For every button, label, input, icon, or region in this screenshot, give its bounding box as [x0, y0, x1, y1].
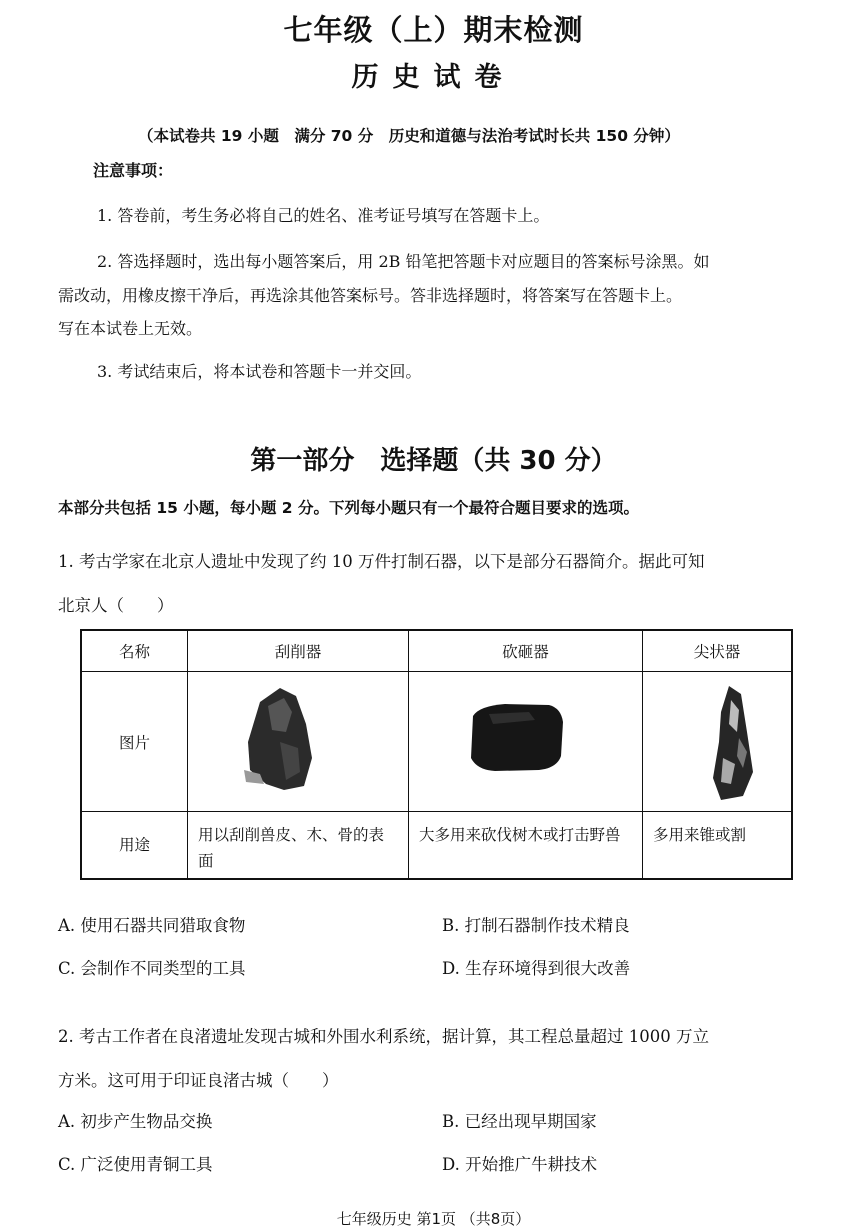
table-row	[81, 812, 792, 880]
q2-option-b[interactable]: B. 已经出现早期国家	[442, 1112, 597, 1131]
q1-option-a[interactable]: A. 使用石器共同猎取食物	[58, 916, 246, 935]
row-label-use: 用途	[81, 812, 188, 880]
scraper-stone-image	[188, 672, 408, 807]
notice-item-2-line-2: 需改动，用橡皮擦干净后，再选涂其他答案标号。答非选择题时，将答案写在答题卡上。	[58, 286, 683, 305]
section-note: 本部分共包括 15 小题，每小题 2 分。下列每小题只有一个最符合题目要求的选项。	[58, 499, 639, 517]
tool-use-point: 多用来锥或割	[643, 812, 793, 880]
stone-tools-table	[80, 629, 793, 880]
tool-name-chopper: 砍砸器	[409, 630, 643, 672]
row-label-image: 图片	[81, 672, 188, 812]
q2-option-a[interactable]: A. 初步产生物品交换	[58, 1112, 213, 1131]
notice-item-1: 1. 答卷前，考生务必将自己的姓名、准考证号填写在答题卡上。	[97, 206, 550, 225]
q1-stem-line-2: 北京人（ ）	[58, 596, 174, 615]
notice-item-3: 3. 考试结束后，将本试卷和答题卡一并交回。	[97, 362, 422, 381]
chopper-stone-image	[409, 672, 642, 807]
point-image-cell	[643, 672, 793, 812]
q2-stem-line-2: 方米。这可用于印证良渚古城（ ）	[58, 1071, 339, 1090]
row-label-name: 名称	[81, 630, 188, 672]
q1-stem-line-1: 1. 考古学家在北京人遗址中发现了约 10 万件打制石器，以下是部分石器简介。据此可知	[58, 552, 705, 571]
q2-option-d[interactable]: D. 开始推广牛耕技术	[442, 1155, 598, 1174]
q1-option-c[interactable]: C. 会制作不同类型的工具	[58, 959, 246, 978]
page-footer: 七年级历史 第1页 （共8页）	[336, 1210, 531, 1228]
tool-use-scraper: 用以刮削兽皮、木、骨的表面	[188, 812, 409, 880]
tool-name-scraper: 刮削器	[188, 630, 409, 672]
section-title: 第一部分 选择题（共 30 分）	[250, 446, 617, 476]
table-row	[81, 672, 792, 812]
scraper-image-cell	[188, 672, 409, 812]
chopper-image-cell	[409, 672, 643, 812]
notice-item-2-line-1: 2. 答选择题时，选出每小题答案后，用 2B 铅笔把答题卡对应题目的答案标号涂黑。如	[97, 252, 710, 271]
q2-option-c[interactable]: C. 广泛使用青铜工具	[58, 1155, 213, 1174]
notice-item-2-line-3: 写在本试卷上无效。	[58, 319, 203, 338]
table-row	[81, 630, 792, 672]
exam-info: （本试卷共 19 小题 满分 70 分 历史和道德与法治考试时长共 150 分钟）	[138, 127, 680, 145]
page-title: 七年级（上）期末检测	[283, 13, 584, 47]
page-subtitle: 历史试卷	[351, 62, 516, 93]
q1-option-d[interactable]: D. 生存环境得到很大改善	[442, 959, 631, 978]
q1-option-b[interactable]: B. 打制石器制作技术精良	[442, 916, 630, 935]
tool-use-chopper: 大多用来砍伐树木或打击野兽	[409, 812, 643, 880]
notice-heading: 注意事项：	[93, 161, 174, 180]
q2-stem-line-1: 2. 考古工作者在良渚遗址发现古城和外围水利系统，据计算，其工程总量超过 1000 万立	[58, 1027, 709, 1046]
point-stone-image	[643, 672, 791, 807]
tool-name-point: 尖状器	[643, 630, 793, 672]
